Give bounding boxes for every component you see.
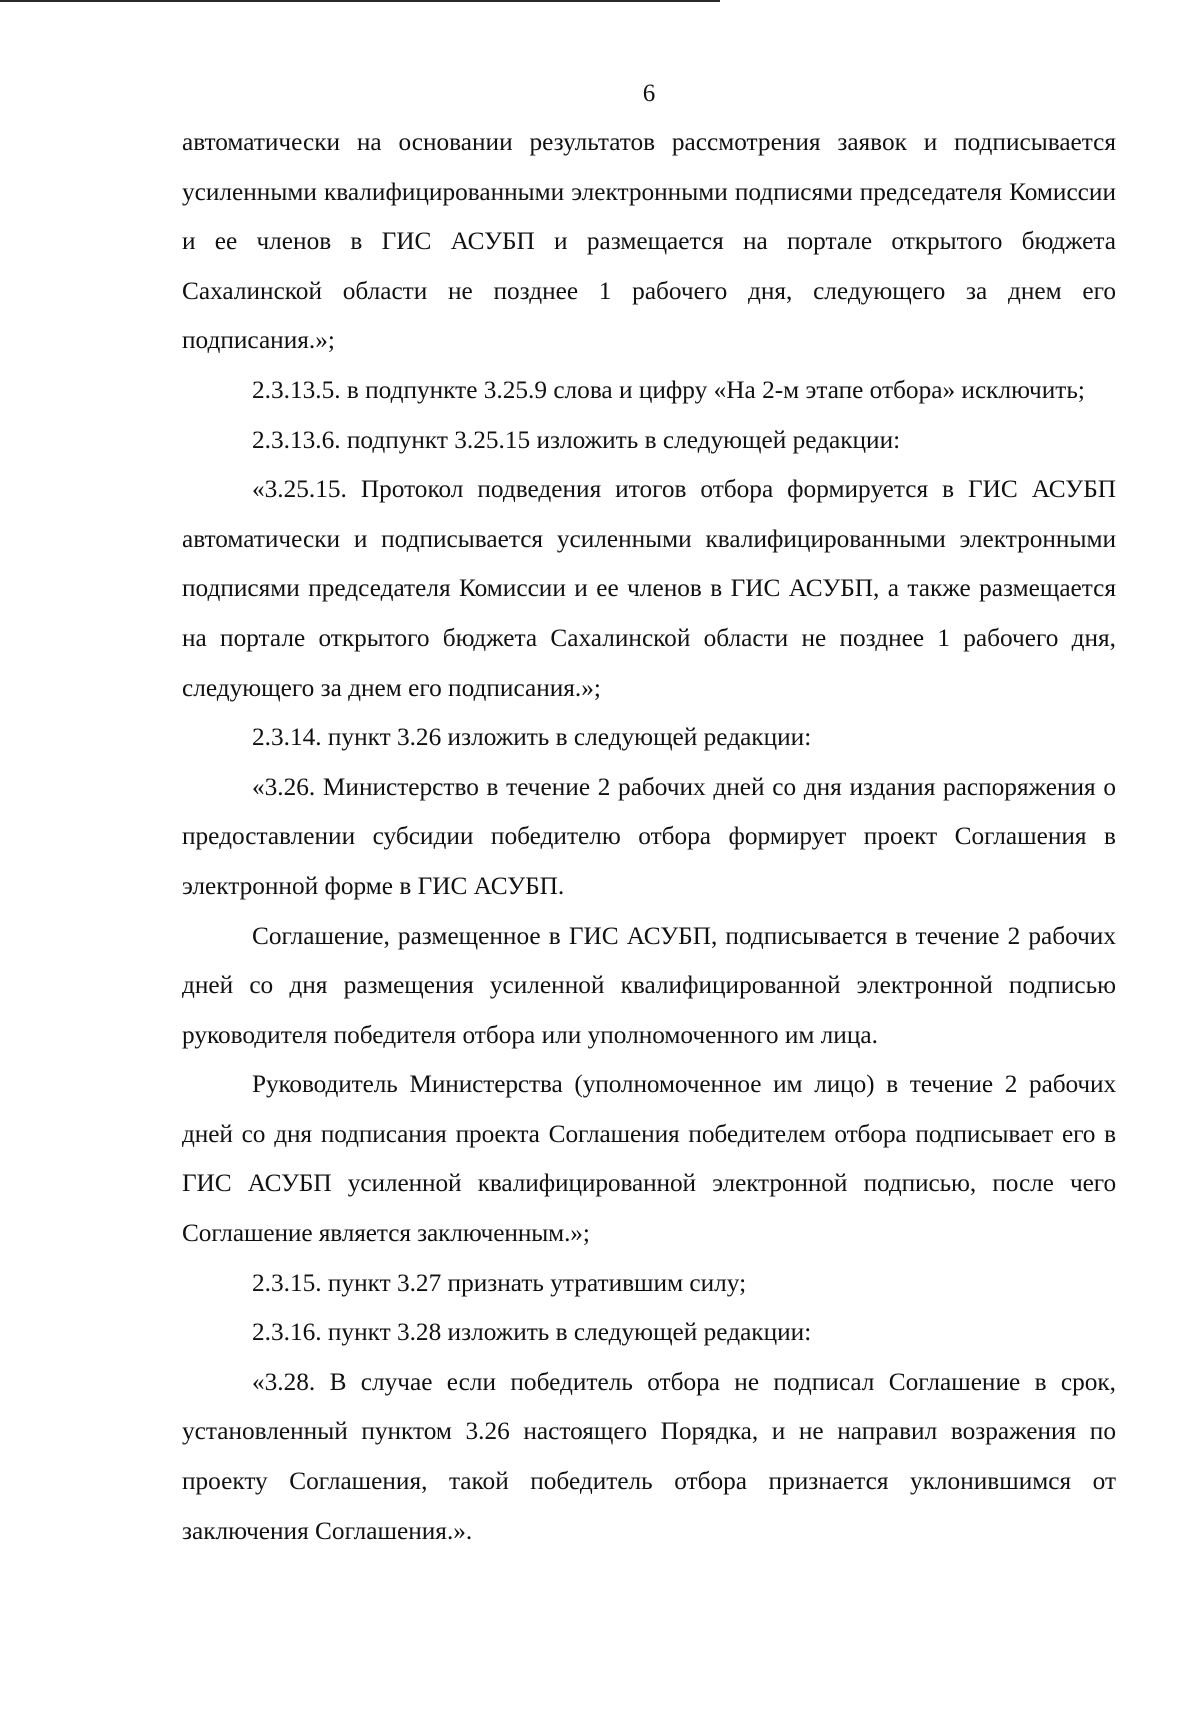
paragraph-2-3-14: 2.3.14. пункт 3.26 изложить в следующей редакции:	[252, 723, 812, 752]
paragraph-agreement-signing: Соглашение, размещенное в ГИС АСУБП, подписывается в течение 2 рабочих дней со дня размещения усиленной квалифицированной электронной подписью руководителя победителя отбора или уполномоченного им лица.	[182, 921, 1116, 1049]
document-body	[182, 118, 1116, 1556]
paragraph-ministry-signing: Руководитель Министерства (уполномоченное им лицо) в течение 2 рабочих дней со дня подписания проекта Соглашения победителем отбора подписывает его в ГИС АСУБП усиленной квалифицированной электронной подписью, после чего Соглашение является заключенным.»;	[182, 1070, 1116, 1248]
paragraph-2-3-15: 2.3.15. пункт 3.27 признать утратившим силу;	[252, 1268, 747, 1297]
paragraph-3-26: «3.26. Министерство в течение 2 рабочих дней со дня издания распоряжения о предоставлении субсидии победителю отбора формирует проект Соглашения в электронной форме в ГИС АСУБП.	[182, 772, 1116, 900]
paragraph-2-3-13-6: 2.3.13.6. подпункт 3.25.15 изложить в следующей редакции:	[252, 425, 901, 454]
paragraph-2-3-13-5: 2.3.13.5. в подпункте 3.25.9 слова и цифру «На 2-м этапе отбора» исключить;	[252, 375, 1085, 404]
paragraph-continuation: автоматически на основании результатов рассмотрения заявок и подписывается усиленными квалифицированными электронными подписями председателя Комиссии и ее членов в ГИС АСУБП и размещается на портале открытого бюджета Сахалинской области не позднее 1 рабочего дня, следующего за днем его подписания.»;	[182, 128, 1116, 355]
page-number: 6	[642, 80, 656, 107]
scan-top-edge	[0, 0, 720, 2]
paragraph-2-3-16: 2.3.16. пункт 3.28 изложить в следующей редакции:	[252, 1318, 812, 1347]
paragraph-3-25-15: «3.25.15. Протокол подведения итогов отбора формируется в ГИС АСУБП автоматически и подписывается усиленными квалифицированными электронными подписями председателя Комиссии и ее членов в ГИС АСУБП, а также размещается на портале открытого бюджета Сахалинской области не позднее 1 рабочего дня, следующего за днем его подписания.»;	[182, 475, 1116, 702]
paragraph-3-28: «3.28. В случае если победитель отбора не подписал Соглашение в срок, установленный пунктом 3.26 настоящего Порядка, и не направил возражения по проекту Соглашения, такой победитель отбора признается уклонившимся от заключения Соглашения.».	[182, 1367, 1116, 1545]
